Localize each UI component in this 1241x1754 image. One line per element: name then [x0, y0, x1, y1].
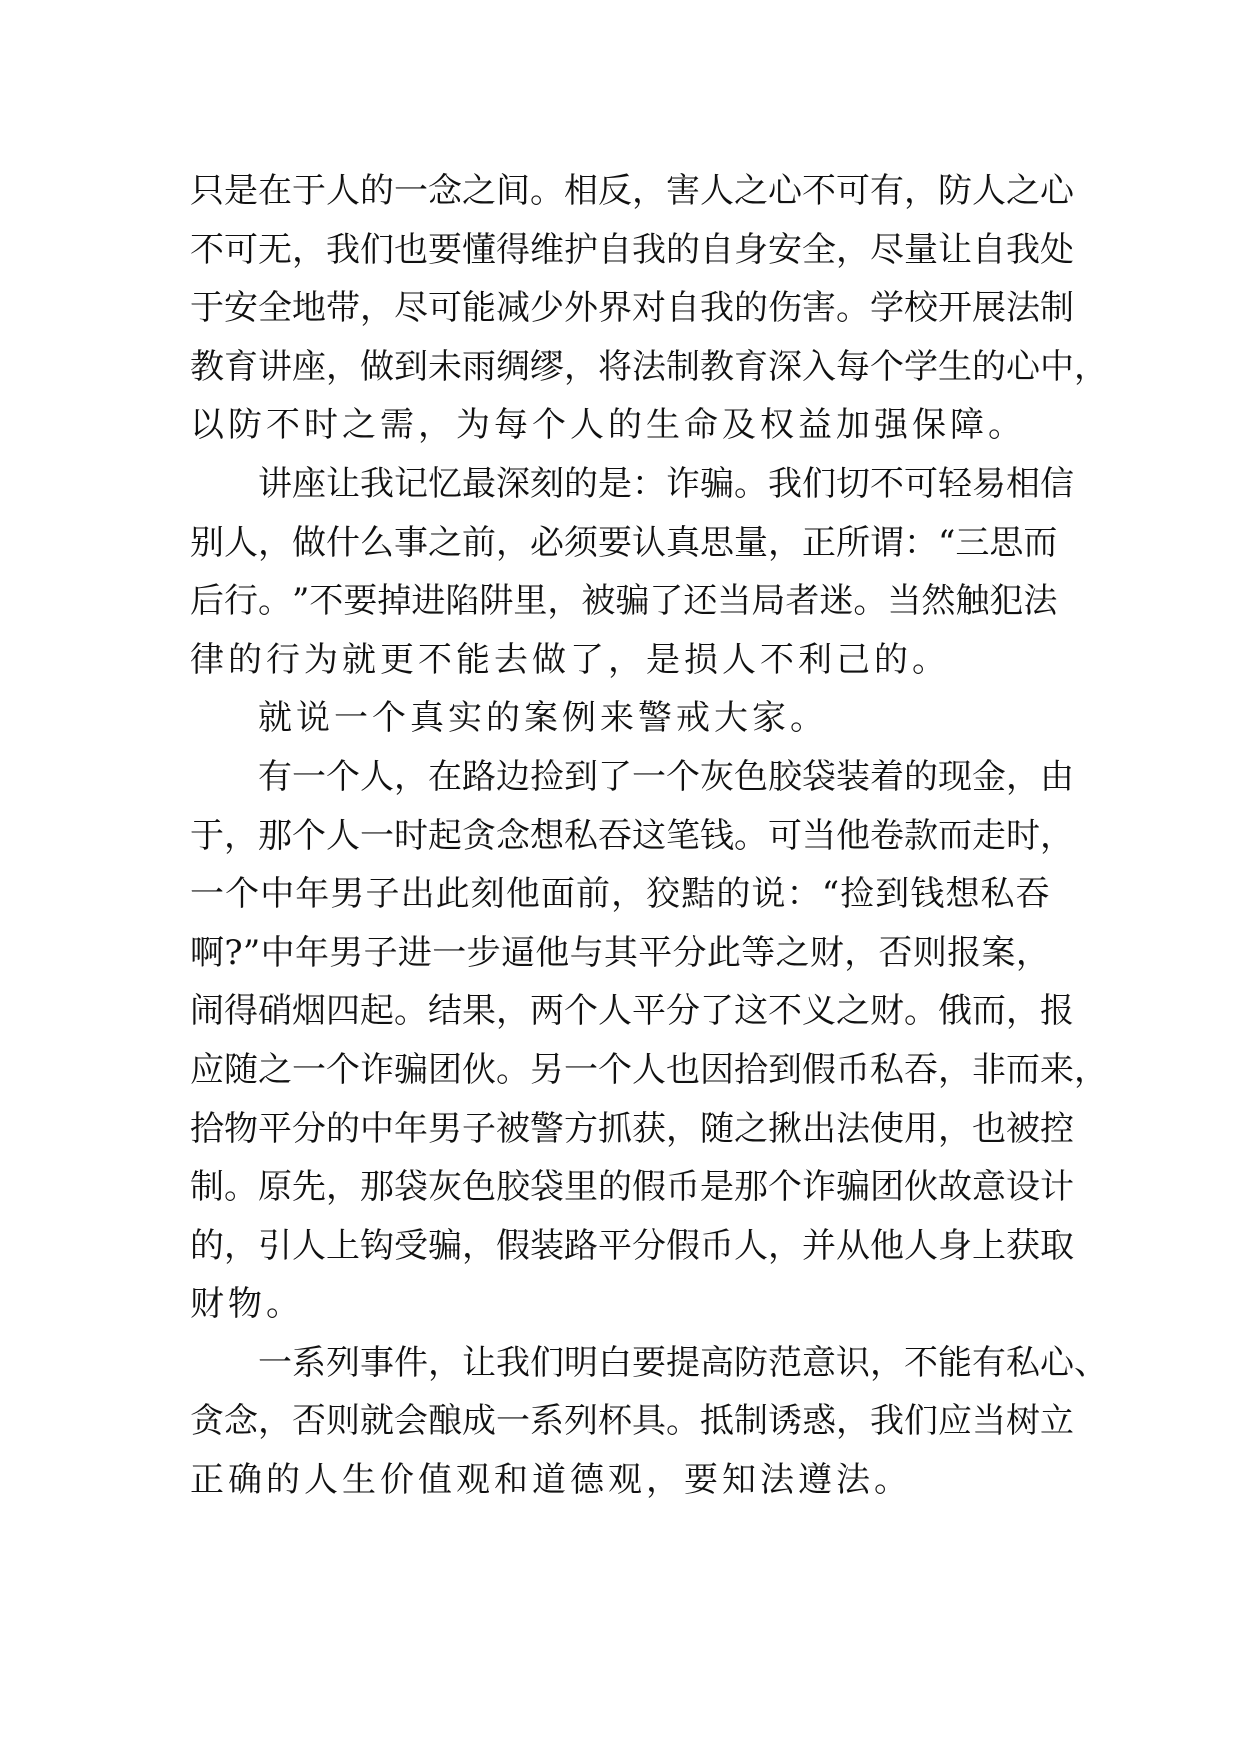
text-line: 贪 念 ， 否 则 就 会 酿 成 一 系 列 杯 具 。 抵 制 诱 惑 ， 我 们 应 当 树 立 [190, 1401, 1074, 1442]
text-line: 后 行 。 ” 不 要 掉 进 陷 阱 里 ， 被 骗 了 还 当 局 者 迷 。 当 然 触 犯 法 [190, 581, 1058, 622]
text-line: 讲 座 让 我 记 忆 最 深 刻 的 是 ： 诈 骗 。 我 们 切 不 可 轻 易 相 信 [258, 463, 1074, 504]
text-line: 以防不时之需，为每个人的生命及权益加强保障。 [190, 405, 1026, 446]
text-line: 拾 物 平 分 的 中 年 男 子 被 警 方 抓 获 ， 随 之 揪 出 法 使 用 ， 也 被 控 [190, 1108, 1074, 1149]
text-line: 律的行为就更不能去做了，是损人不利己的。 [190, 639, 950, 680]
text-line: 正确的人生价值观和道德观，要知法遵法。 [190, 1460, 912, 1501]
text-line: 只 是 在 于 人 的 一 念 之 间 。 相 反 ， 害 人 之 心 不 可 有 ， 防 人 之 心 [190, 171, 1074, 211]
text-line: 不 可 无 ， 我 们 也 要 懂 得 维 护 自 我 的 自 身 安 全 ， 尽 量 让 自 我 处 [190, 229, 1074, 270]
text-line: 一 系 列 事 件 ， 让 我 们 明 白 要 提 高 防 范 意 识 ， 不 能 有 私 心 、 [258, 1342, 1108, 1383]
text-lines [190, 162, 1108, 1510]
text-line: 财物。 [190, 1284, 304, 1325]
document-body [190, 162, 1108, 1510]
text-line: 应 随 之 一 个 诈 骗 团 伙 。 另 一 个 人 也 因 拾 到 假 币 私 吞 ， 非 而 来 ， [190, 1049, 1108, 1090]
text-line: 就说一个真实的案例来警戒大家。 [258, 698, 828, 739]
text-line: 教 育 讲 座 ， 做 到 未 雨 绸 缪 ， 将 法 制 教 育 深 入 每 个 学 生 的 心 中 ， [190, 346, 1108, 387]
text-line: 有 一 个 人 ， 在 路 边 捡 到 了 一 个 灰 色 胶 袋 装 着 的 现 金 ， 由 [258, 756, 1074, 797]
text-line: 啊 ? ” 中 年 男 子 进 一 步 逼 他 与 其 平 分 此 等 之 财 ， 否 则 报 案 ， [190, 932, 1050, 973]
text-line: 一 个 中 年 男 子 出 此 刻 他 面 前 ， 狡 黠 的 说 ： “ 捡 到 钱 想 私 吞 [190, 874, 1050, 915]
text-line: 于 安 全 地 带 ， 尽 可 能 减 少 外 界 对 自 我 的 伤 害 。 学 校 开 展 法 制 [190, 288, 1074, 329]
text-line: 别 人 ， 做 什 么 事 之 前 ， 必 须 要 认 真 思 量 ， 正 所 谓 ： “ 三 思 而 [190, 522, 1058, 563]
text-line: 的 ， 引 人 上 钩 受 骗 ， 假 装 路 平 分 假 币 人 ， 并 从 他 人 身 上 获 取 [190, 1225, 1074, 1266]
text-line: 闹 得 硝 烟 四 起 。 结 果 ， 两 个 人 平 分 了 这 不 义 之 财 。 俄 而 ， 报 [190, 991, 1074, 1032]
text-line: 于 ， 那 个 人 一 时 起 贪 念 想 私 吞 这 笔 钱 。 可 当 他 卷 款 而 走 时 ， [190, 815, 1074, 856]
text-line: 制 。 原 先 ， 那 袋 灰 色 胶 袋 里 的 假 币 是 那 个 诈 骗 团 伙 故 意 设 计 [190, 1167, 1074, 1208]
